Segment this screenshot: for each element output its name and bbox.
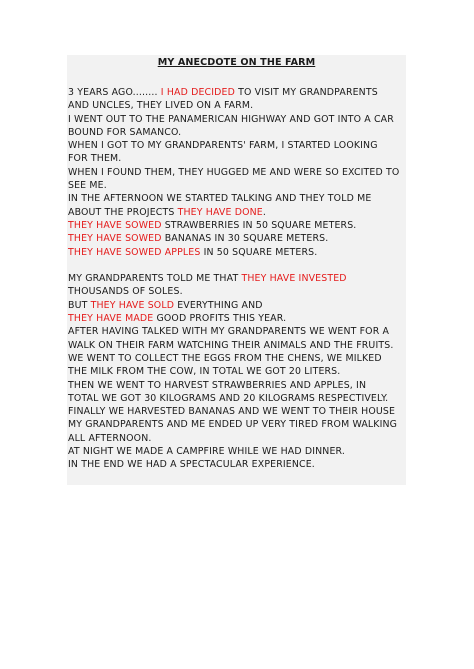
document-body <box>68 86 408 472</box>
text-run: . <box>262 206 266 218</box>
text-line: WE WENT TO COLLECT THE EGGS FROM THE CHENS, WE MILKED <box>68 352 382 364</box>
text-run: IN 50 SQUARE METERS. <box>200 246 318 258</box>
text-line: IN THE END WE HAD A SPECTACULAR EXPERIENCE. <box>68 459 315 471</box>
text-line <box>68 206 408 219</box>
highlighted-phrase: THEY HAVE INVESTED <box>241 273 347 285</box>
text-line <box>68 219 408 232</box>
text-line: IN THE AFTERNOON WE STARTED TALKING AND THEY TOLD ME <box>68 193 372 205</box>
text-run: STRAWBERRIES IN 50 SQUARE METERS. <box>161 219 357 231</box>
text-line: AT NIGHT WE MADE A CAMPFIRE WHILE WE HAD DINNER. <box>68 446 345 458</box>
text-run: TO VISIT MY GRANDPARENTS <box>234 87 378 98</box>
text-run: 3 YEARS AGO........ <box>68 87 161 98</box>
highlighted-phrase: THEY HAVE SOLD <box>90 299 175 311</box>
text-line <box>68 246 408 259</box>
highlighted-phrase: THEY HAVE SOWED <box>68 219 162 231</box>
highlighted-phrase: THEY HAVE MADE <box>68 313 154 325</box>
text-line: AND UNCLES, THEY LIVED ON A FARM. <box>68 100 254 112</box>
text-line <box>68 299 408 312</box>
text-run: BUT <box>68 299 91 311</box>
text-line: MY GRANDPARENTS AND ME ENDED UP VERY TIRED FROM WALKING <box>68 419 398 431</box>
text-run: BANANAS IN 30 SQUARE METERS. <box>161 233 329 245</box>
text-run: ABOUT THE PROJECTS <box>68 206 178 218</box>
highlighted-phrase: THEY HAVE SOWED <box>68 233 162 245</box>
text-line <box>68 272 408 285</box>
text-line: THE MILK FROM THE COW, IN TOTAL WE GOT 20 LITERS. <box>68 366 341 378</box>
text-line: TOTAL WE GOT 30 KILOGRAMS AND 20 KILOGRAMS RESPECTIVELY. <box>68 392 389 404</box>
highlighted-phrase: I HAD DECIDED <box>160 87 235 98</box>
text-line: THOUSANDS OF SOLES. <box>68 286 183 298</box>
text-line: WALK ON THEIR FARM WATCHING THEIR ANIMALS AND THE FRUITS. <box>68 339 394 351</box>
text-line: WHEN I FOUND THEM, THEY HUGGED ME AND WERE SO EXCITED TO <box>68 166 400 178</box>
highlighted-phrase: THEY HAVE DONE <box>177 206 263 218</box>
text-line: FOR THEM. <box>68 153 122 165</box>
text-line: WHEN I GOT TO MY GRANDPARENTS' FARM, I STARTED LOOKING <box>68 140 378 152</box>
text-line: FINALLY WE HARVESTED BANANAS AND WE WENT TO THEIR HOUSE <box>68 406 396 418</box>
text-line: THEN WE WENT TO HARVEST STRAWBERRIES AND APPLES, IN <box>68 379 367 391</box>
text-line: SEE ME. <box>68 180 107 192</box>
document-title: MY ANECDOTE ON THE FARM <box>157 57 316 68</box>
text-run: GOOD PROFITS THIS YEAR. <box>153 313 287 325</box>
text-line <box>68 312 408 325</box>
text-line: I WENT OUT TO THE PANAMERICAN HIGHWAY AND GOT INTO A CAR <box>68 113 394 125</box>
highlighted-phrase: THEY HAVE SOWED APPLES <box>68 246 201 258</box>
text-line <box>68 86 408 99</box>
text-run: MY GRANDPARENTS TOLD ME THAT <box>68 273 242 285</box>
text-line: AFTER HAVING TALKED WITH MY GRANDPARENTS WE WENT FOR A <box>68 326 390 338</box>
text-line: ALL AFTERNOON. <box>68 432 152 444</box>
text-run: EVERYTHING AND <box>174 299 263 311</box>
paragraph-gap <box>68 259 408 272</box>
text-line: BOUND FOR SAMANCO. <box>68 126 182 138</box>
text-line <box>68 232 408 245</box>
